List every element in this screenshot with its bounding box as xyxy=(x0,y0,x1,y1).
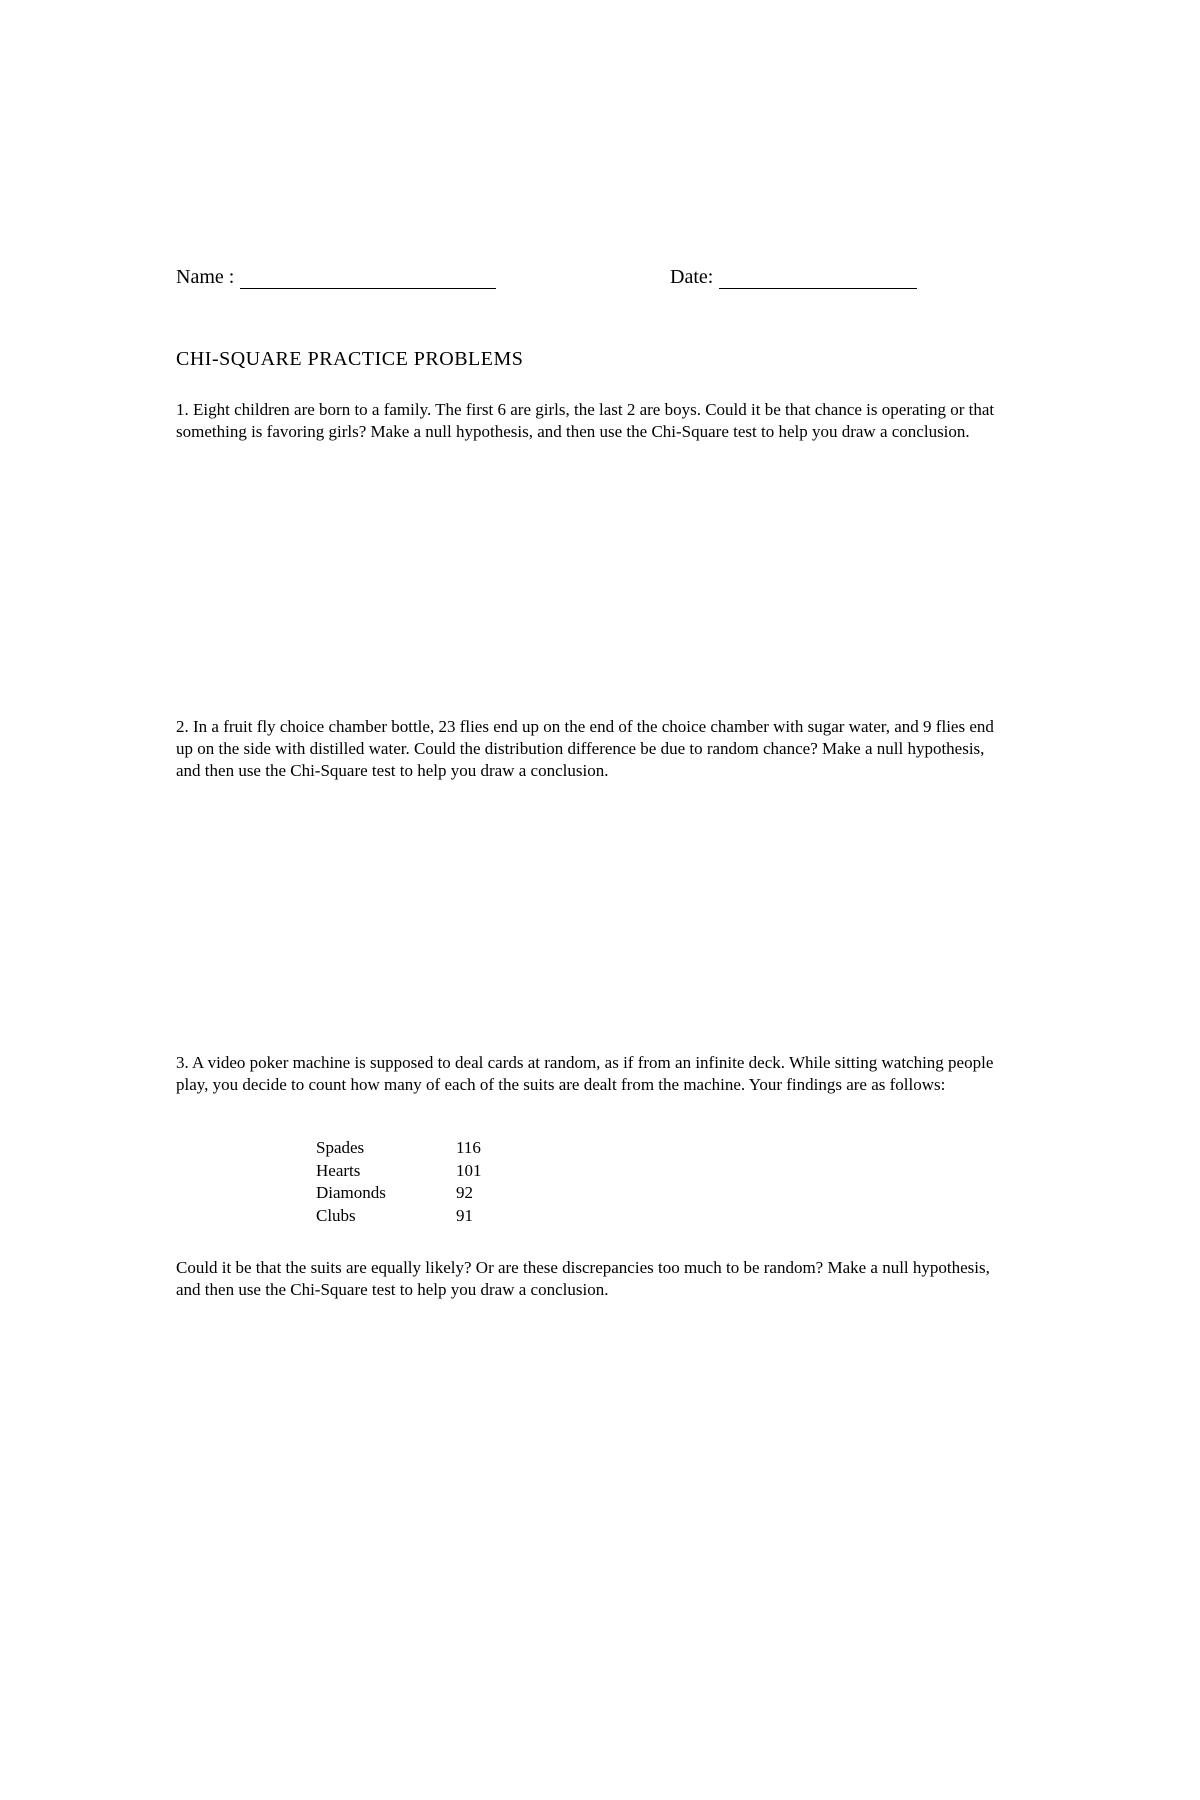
suit-count: 116 xyxy=(456,1138,481,1157)
table-row xyxy=(316,1137,482,1160)
name-blank-line xyxy=(240,268,496,289)
suit-name: Hearts xyxy=(316,1160,361,1180)
date-label: Date: xyxy=(670,266,714,288)
suit-count: 91 xyxy=(456,1205,473,1225)
problem-3-followup-text: Could it be that the suits are equally likely? Or are these discrepancies too much to be random? Make a null hypothesis, and then use the Chi-Square test to help you draw a conclusion. xyxy=(176,1258,990,1299)
name-field xyxy=(176,266,496,289)
problem-1-text: 1. Eight children are born to a family. The first 6 are girls, the last 2 are boys. Could it be that chance is operating or that something is favoring girls? Make a null hypothesis, and then use the Chi-Square test to help you draw a conclusion. xyxy=(176,400,995,441)
date-field xyxy=(670,266,917,289)
table-row xyxy=(316,1182,482,1205)
table-row xyxy=(316,1160,482,1183)
date-blank-line xyxy=(719,268,917,289)
suit-name: Diamonds xyxy=(316,1183,386,1202)
suit-counts-table xyxy=(316,1137,482,1227)
suit-name: Spades xyxy=(316,1138,365,1157)
suit-count: 101 xyxy=(456,1160,482,1180)
header-row xyxy=(176,266,1026,296)
name-label: Name : xyxy=(176,266,235,288)
page-title: CHI-SQUARE PRACTICE PROBLEMS xyxy=(176,348,524,370)
suit-count: 92 xyxy=(456,1183,473,1202)
table-row xyxy=(316,1205,482,1228)
problem-3-text: 3. A video poker machine is supposed to deal cards at random, as if from an infinite deck. While sitting watching people play, you decide to count how many of each of the suits are dealt from the machine. Your findings are as follows: xyxy=(176,1053,994,1094)
problem-2-text: 2. In a fruit fly choice chamber bottle, 23 flies end up on the end of the choice chamber with sugar water, and 9 flies end up on the side with distilled water. Could the distribution difference be due to random chance? Make a null hypothesis, and then use the Chi-Square test to help you draw a conclusion. xyxy=(176,717,994,780)
suit-name: Clubs xyxy=(316,1205,356,1225)
